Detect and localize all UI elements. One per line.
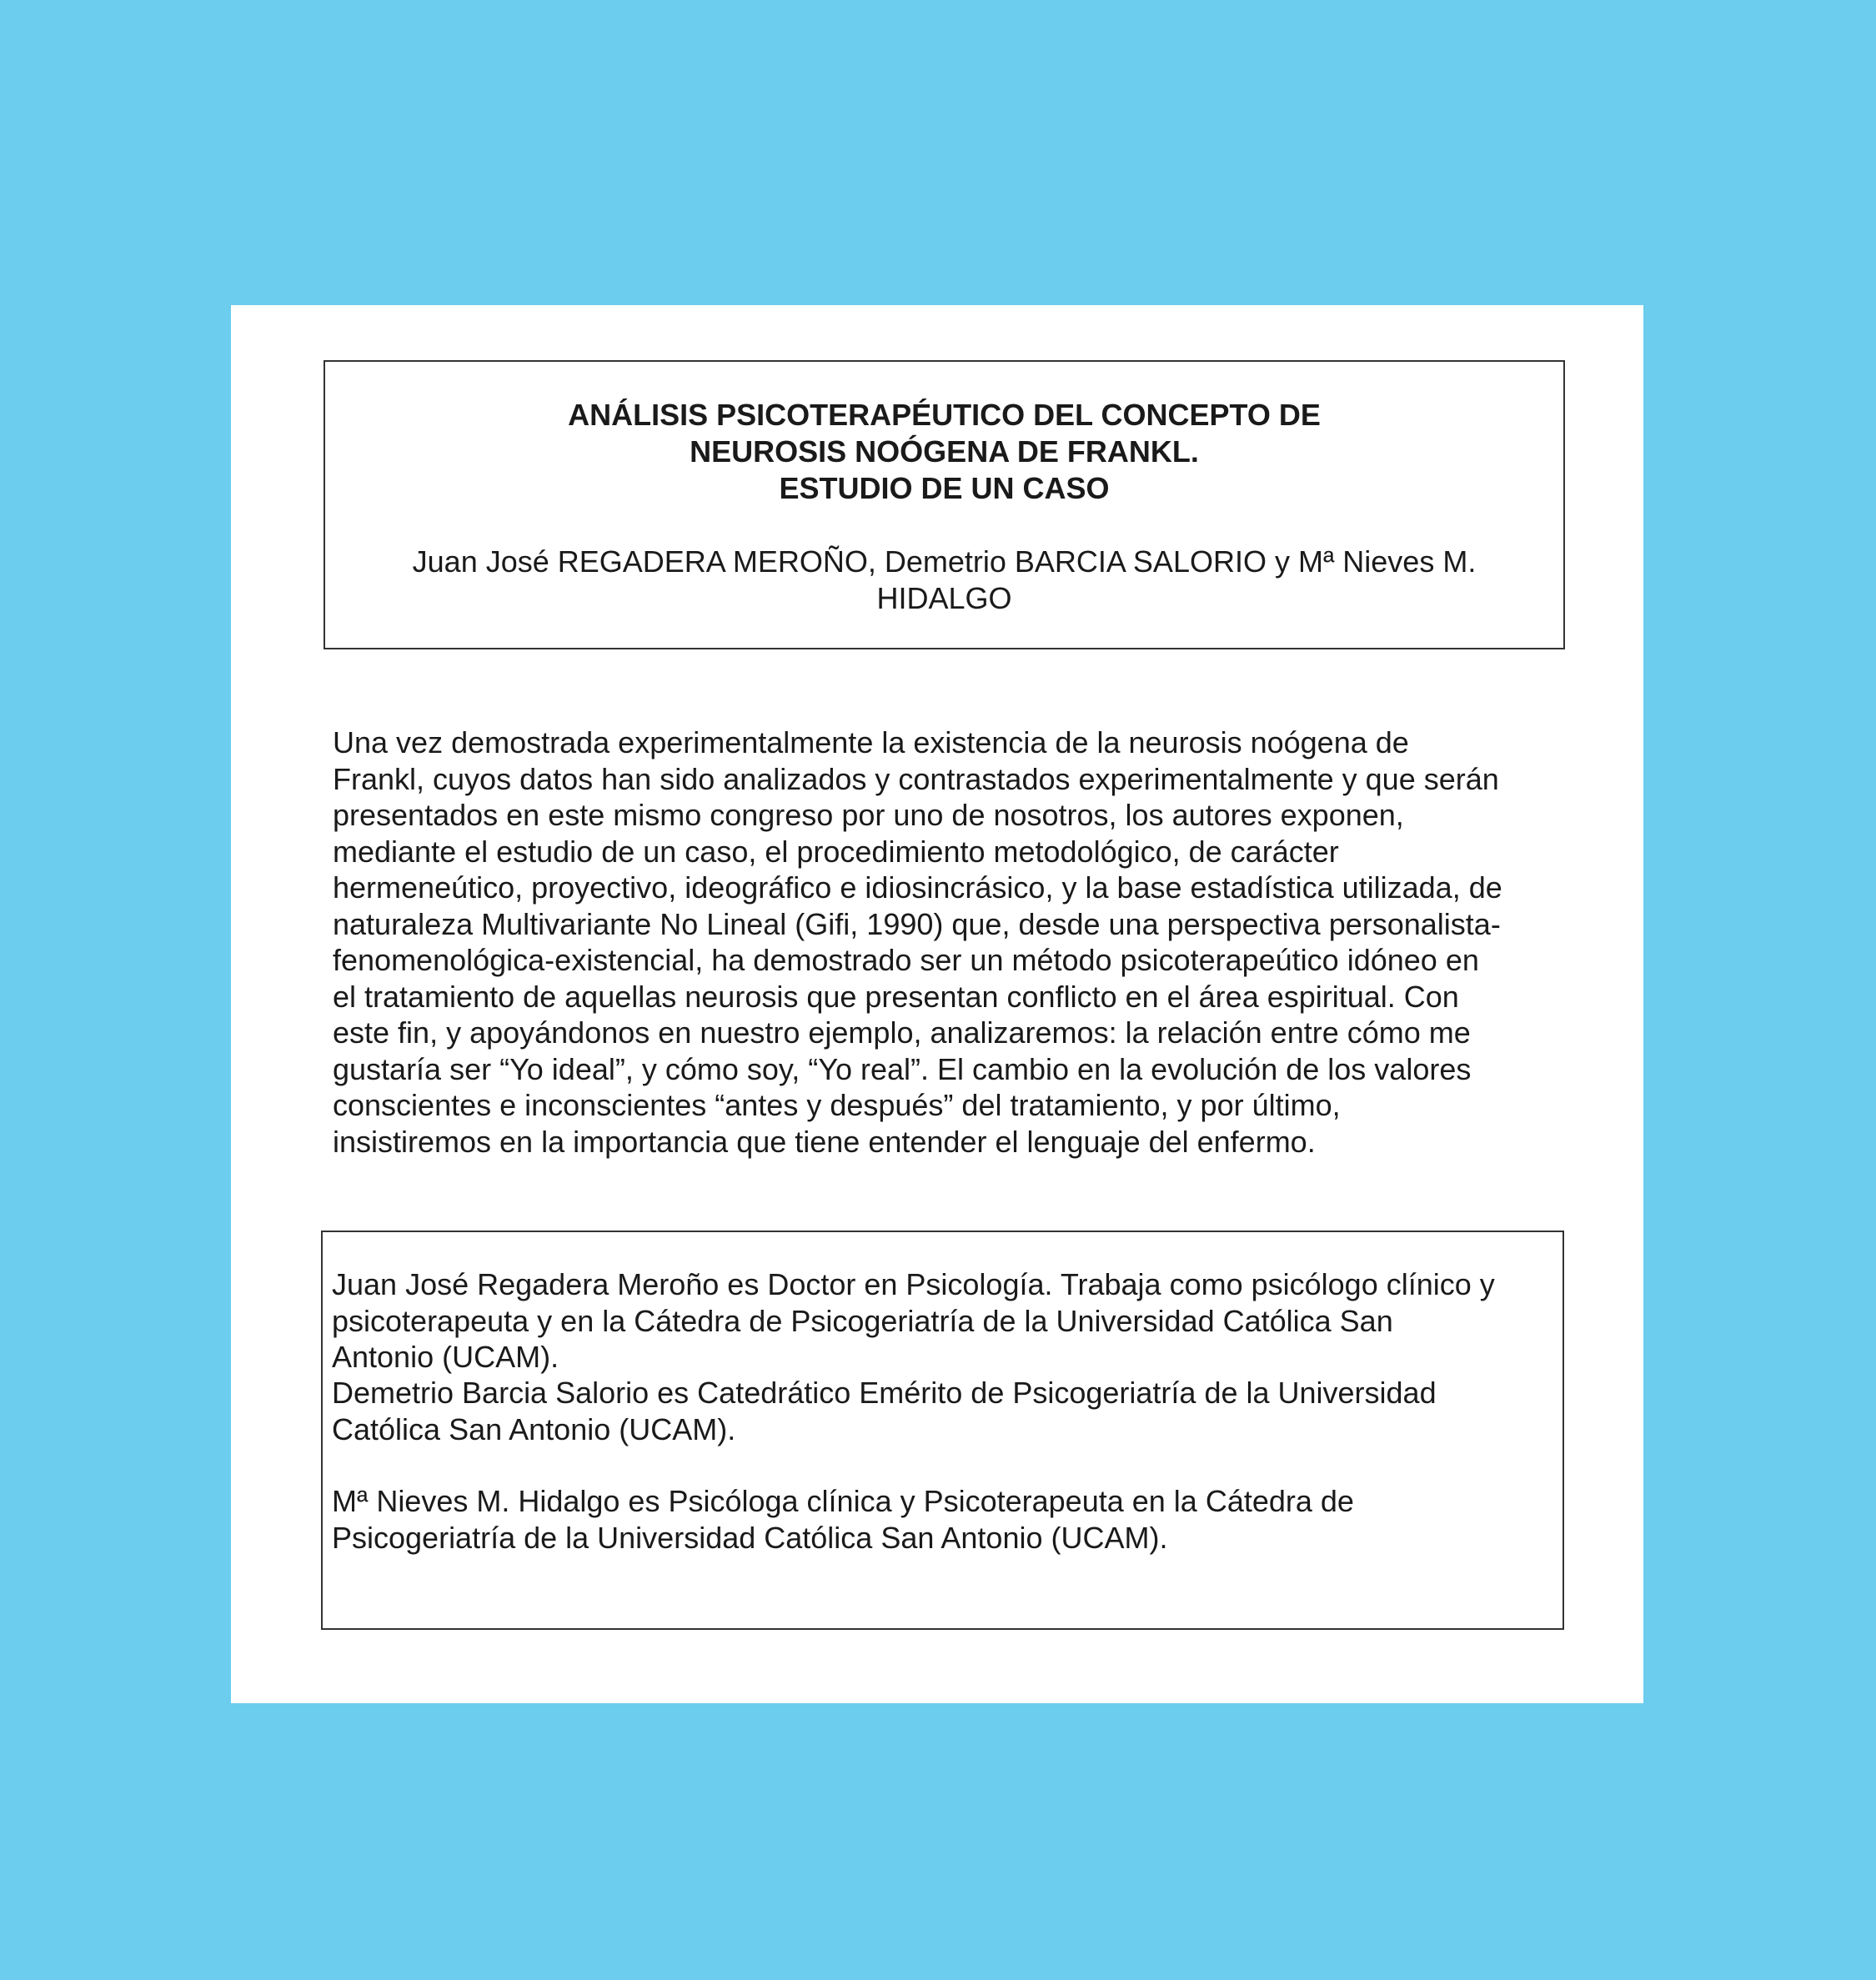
document-page <box>231 305 1643 1703</box>
author-bio: Juan José Regadera Meroño es Doctor en Psicología. Trabaja como psicólogo clínico y psicoterapeuta y en la Cátedra de Psicogeriatría de la Universidad Católica San Antonio (UCAM). <box>332 1267 1495 1374</box>
author-bio: Demetrio Barcia Salorio es Catedrático Emérito de Psicogeriatría de la Universidad Católica San Antonio (UCAM). <box>332 1376 1437 1446</box>
author-bios-box <box>321 1231 1564 1630</box>
authors-text: HIDALGO <box>876 581 1012 615</box>
abstract-paragraph: Una vez demostrada experimentalmente la existencia de la neurosis noógena de Frankl, cuyos datos han sido analizados y contrastados experimentalmente y que serán presentados en este mismo congreso por uno de nosotros, los autores exponen, mediante el estudio de un caso, el procedimiento metodológico, de carácter hermeneútico, proyectivo, ideográfico e idiosincrásico, y la base estadística utilizada, de naturaleza Multivariante No Lineal (Gifi, 1990) que, desde una perspectiva personalista- fenomenológica-existencial, ha demostrado ser un método psicoterapeútico idóneo en el tratamiento de aquellas neurosis que presentan conflicto en el área espiritual. Con este fin, y apoyándonos en nuestro ejemplo, analizaremos: la relación entre cómo me gustaría ser “Yo ideal”, y cómo soy, “Yo real”. El cambio en la evolución de los valores conscientes e inconscientes “antes y después” del tratamiento, y por último, insistiremos en la importancia que tiene entender el lenguaje del enfermo. <box>333 725 1502 1159</box>
author-bio: Mª Nieves M. Hidalgo es Psicóloga clínica y Psicoterapeuta en la Cátedra de Psicogeriatría de la Universidad Católica San Antonio (UCAM). <box>332 1484 1354 1555</box>
title-line: ANÁLISIS PSICOTERAPÉUTICO DEL CONCEPTO DE <box>568 398 1321 432</box>
document-title <box>325 397 1563 507</box>
authors-line <box>325 544 1563 617</box>
title-box <box>324 360 1565 649</box>
authors-text: Juan José REGADERA MEROÑO, Demetrio BARCIA SALORIO y Mª Nieves M. <box>412 544 1477 579</box>
title-line: ESTUDIO DE UN CASO <box>779 471 1110 505</box>
title-line: NEUROSIS NOÓGENA DE FRANKL. <box>690 434 1199 469</box>
